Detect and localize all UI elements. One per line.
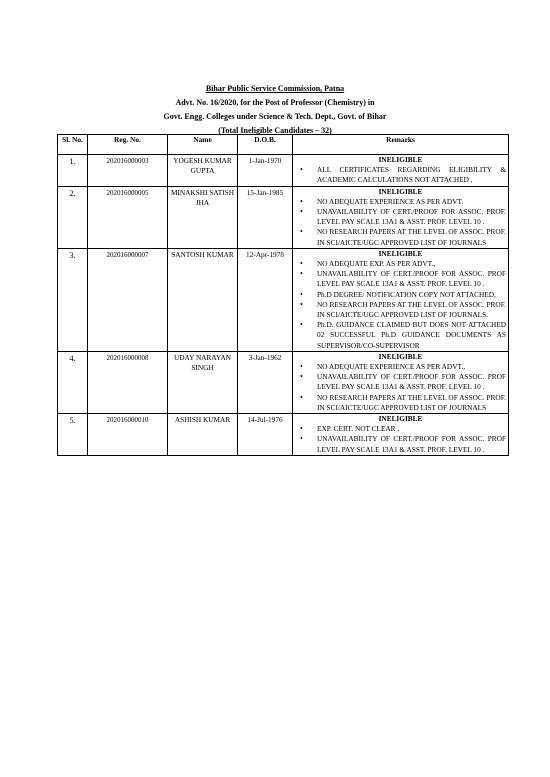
remarks-list <box>295 165 506 185</box>
remark-text: UNAVAILABILITY OF CERT./PROOF FOR ASSOC. PROF. LEVEL PAY SCALE 13A1 & ASST. PROF. LEVEL 10 . <box>317 207 506 227</box>
remark-item <box>295 320 506 351</box>
remark-item <box>295 372 506 392</box>
table-row <box>58 155 509 187</box>
bullet-icon: • <box>300 289 303 299</box>
bullet-icon: • <box>300 259 303 269</box>
cell-dob: 3-Jan-1962 <box>238 351 293 413</box>
cell-sl-no: 1. <box>58 155 88 187</box>
remark-text: ALL CERTIFICATES REGARDING ELIGIBILITY & ACADEMIC CALCULATIONS NOT ATTACHED , <box>317 165 506 185</box>
bullet-icon: • <box>300 392 303 402</box>
cell-reg-no: 202016000008 <box>88 351 168 413</box>
col-header-reg-no: Reg. No. <box>88 135 168 155</box>
remark-item <box>295 290 506 300</box>
bullet-icon: • <box>300 320 303 330</box>
remark-text: NO ADEQUATE EXP. AS PER ADVT., <box>317 259 436 269</box>
table-row <box>58 186 509 248</box>
bullet-icon: • <box>300 207 303 217</box>
remark-item <box>295 300 506 320</box>
cell-name: ASHISH KUMAR <box>168 414 238 456</box>
remark-text: NO ADEQUATE EXPERIENCE AS PER ADVT. <box>317 196 464 206</box>
remark-item <box>295 424 506 434</box>
table-row <box>58 414 509 456</box>
col-header-dob: D.O.B. <box>238 135 293 155</box>
cell-sl-no: 3. <box>58 248 88 351</box>
table-row <box>58 248 509 351</box>
bullet-icon: • <box>300 196 303 206</box>
remark-item <box>295 227 506 247</box>
cell-reg-no: 202016000003 <box>88 155 168 187</box>
remark-item <box>295 207 506 227</box>
cell-sl-no: 5. <box>58 414 88 456</box>
cell-remarks <box>293 155 509 187</box>
status-label: INELIGIBLE <box>378 155 423 164</box>
advt-line: Advt. No. 16/2020, for the Post of Professor (Chemistry) in <box>175 98 375 107</box>
remark-item <box>295 259 506 269</box>
remark-item <box>295 197 506 207</box>
remark-item <box>295 393 506 413</box>
bullet-icon: • <box>300 372 303 382</box>
total-ineligible-line: (Total Ineligible Candidates – 32) <box>218 126 332 135</box>
cell-dob: 12-Apr-1978 <box>238 248 293 351</box>
remark-text: NO ADEQUATE EXPERIENCE AS PER ADVT., <box>317 362 466 372</box>
bullet-icon: • <box>300 227 303 237</box>
department-line: Govt. Engg. Colleges under Science & Tech. Dept., Govt. of Bihar <box>163 112 387 121</box>
document-header <box>0 82 550 138</box>
remarks-list <box>295 424 506 455</box>
cell-reg-no: 202016000005 <box>88 186 168 248</box>
cell-remarks <box>293 186 509 248</box>
remark-item <box>295 165 506 185</box>
cell-reg-no: 202016000007 <box>88 248 168 351</box>
cell-sl-no: 2. <box>58 186 88 248</box>
col-header-sl-no: Sl. No. <box>58 135 88 155</box>
cell-sl-no: 4. <box>58 351 88 413</box>
table-row <box>58 351 509 413</box>
table-header-row <box>58 135 509 155</box>
bullet-icon: • <box>300 424 303 434</box>
remark-item <box>295 269 506 289</box>
remark-text: NO RESEARCH PAPERS AT THE LEVEL OF ASSOC. PROF. IN SCI/AICTE/UGC APPROVED LIST OF JOURNALS <box>317 227 506 247</box>
cell-name: SANTOSH KUMAR <box>168 248 238 351</box>
cell-dob: 15-Jan-1985 <box>238 186 293 248</box>
remarks-list <box>295 197 506 248</box>
bullet-icon: • <box>300 165 303 175</box>
remarks-list <box>295 362 506 413</box>
commission-title: Bihar Public Service Commission, Patna <box>205 84 345 93</box>
remark-text: NO RESEARCH PAPERS AT THE LEVEL OF ASSOC. PROF. IN SCI/AICTE/UGC APPROVED LIST OF JOURNALS. <box>317 299 506 320</box>
bullet-icon: • <box>300 269 303 279</box>
remark-text: EXP. CERT. NOT CLEAR , <box>317 424 400 434</box>
remarks-list <box>295 259 506 351</box>
bullet-icon: • <box>300 299 303 309</box>
remark-item <box>295 362 506 372</box>
cell-remarks <box>293 414 509 456</box>
remark-item <box>295 434 506 454</box>
remark-text: UNAVAILABILITY OF CERT./PROOF FOR ASSOC. PROF LEVEL PAY SCALE 13A1 & ASST. PROF. LEVEL 10 . <box>317 372 506 392</box>
cell-remarks <box>293 248 509 351</box>
cell-dob: 14-Jul-1976 <box>238 414 293 456</box>
ineligible-candidates-table <box>57 134 509 456</box>
cell-name: YOGESH KUMAR GUPTA <box>168 155 238 187</box>
cell-name: MINAKSHI SATISH JHA <box>168 186 238 248</box>
remark-text: NO RESEARCH PAPERS AT THE LEVEL OF ASSOC. PROF. IN SCI/AICTE/UGC APPROVED LIST OF JOURNALS <box>317 392 506 412</box>
col-header-remarks: Remarks <box>293 135 509 155</box>
remark-text: UNAVAILABILITY OF CERT./PROOF FOR ASSOC. PROF LEVEL PAY SCALE 13A1 & ASST. PROF. LEVEL 10 . <box>317 269 506 289</box>
status-label: INELIGIBLE <box>378 414 423 424</box>
remark-text: UNAVAILABILITY OF CERT./PROOF FOR ASSOC. PROF LEVEL PAY SCALE 13A1 & ASST. PROF. LEVEL 10 . <box>317 434 506 454</box>
remark-text: Ph.D DEGREE/ NOTIFICATION COPY NOT ATTACHED, <box>317 289 496 299</box>
cell-reg-no: 202016000010 <box>88 414 168 456</box>
status-label: INELIGIBLE <box>378 351 423 361</box>
remark-text: Ph.D. GUIDANCE CLAIMED BUT DOES NOT ATTACHED 02 SUCCESSFUL Ph.D GUIDANCE DOCUMENTS AS SUPERVISOR/CO-SUPERVISOR <box>317 320 506 350</box>
cell-remarks <box>293 351 509 413</box>
cell-dob: 1-Jan-1970 <box>238 155 293 187</box>
col-header-name: Name <box>168 135 238 155</box>
bullet-icon: • <box>300 434 303 444</box>
cell-name: UDAY NARAYAN SINGH <box>168 351 238 413</box>
status-label: INELIGIBLE <box>378 186 423 196</box>
bullet-icon: • <box>300 362 303 372</box>
status-label: INELIGIBLE <box>378 248 423 258</box>
